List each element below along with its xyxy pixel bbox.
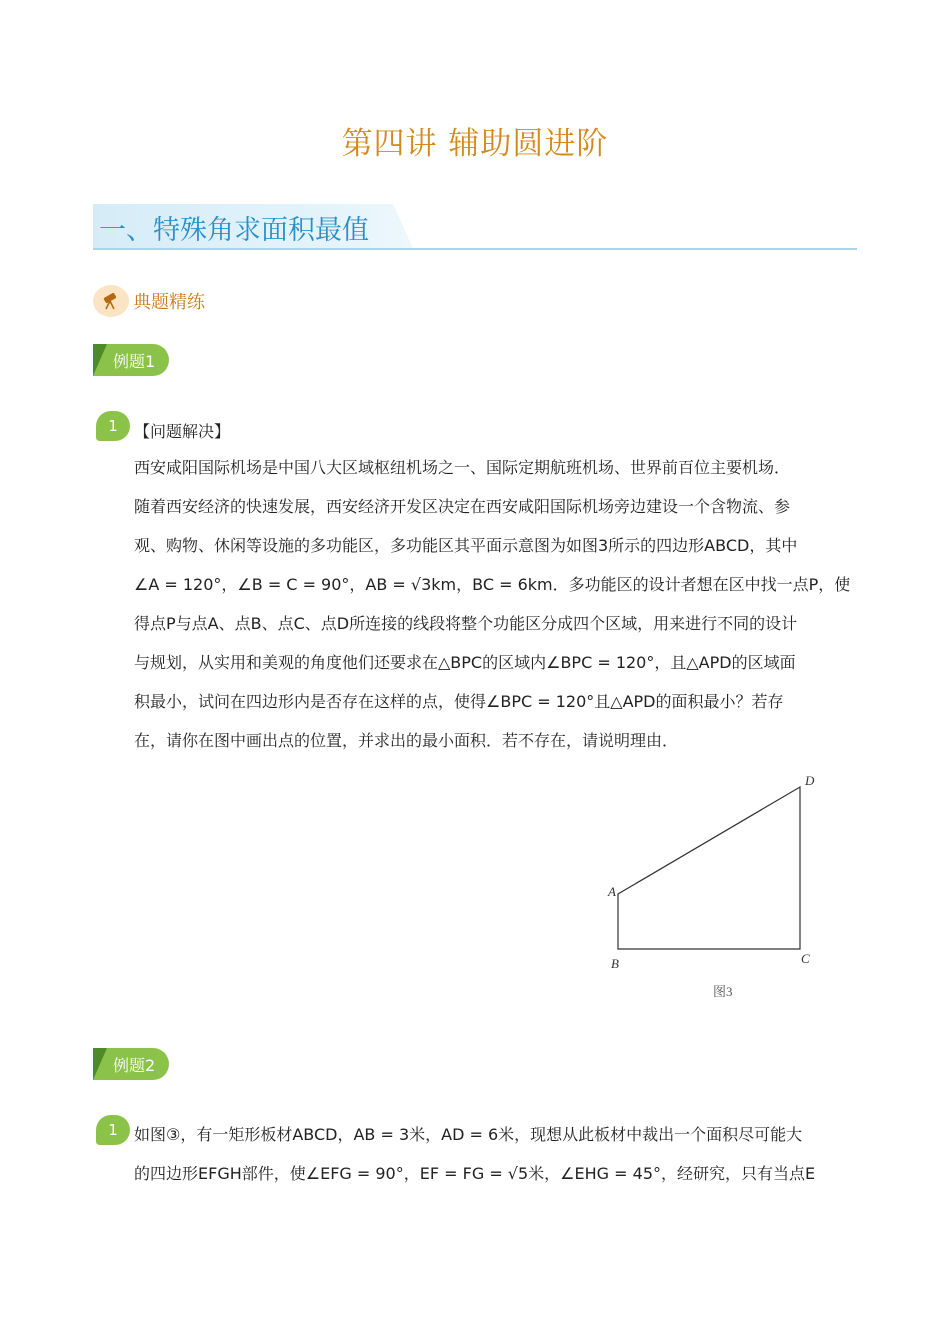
- example-tab-1: [93, 344, 169, 376]
- practice-label: 典题精练: [133, 292, 205, 313]
- figure-caption: 图3: [713, 984, 733, 999]
- example-tab-label: 例题2: [113, 1056, 156, 1075]
- vertex-label-d: D: [805, 773, 815, 788]
- section-title: 一、特殊角求面积最值: [99, 215, 369, 246]
- figure-3: [595, 768, 835, 1012]
- text-line: 的四边形EFGH部件，使∠EFG = 90°，EF = FG = √5米，∠EHG = 45°，经研究，只有当点E: [134, 1164, 816, 1183]
- practice-header: [93, 284, 205, 318]
- example-tab-fold: [93, 344, 107, 376]
- section-banner-underline: [93, 248, 857, 250]
- question-text-2: [134, 1115, 834, 1193]
- text-line: 积最小，试问在四边形内是否存在这样的点，使得∠BPC = 120°且△APD的面积最小？若存: [134, 692, 784, 711]
- text-line: 与规划，从实用和美观的角度他们还要求在△BPC的区域内∠BPC = 120°，且△APD的区域面: [134, 653, 796, 672]
- text-line: 在，请你在图中画出点的位置，并求出的最小面积．若不存在，请说明理由．: [134, 731, 679, 750]
- text-line: 西安咸阳国际机场是中国八大区域枢纽机场之一、国际定期航班机场、世界前百位主要机场．: [134, 458, 791, 477]
- question-number: 1: [96, 411, 130, 441]
- question-heading: 【问题解决】: [134, 422, 231, 441]
- text-line: ∠A = 120°，∠B = C = 90°，AB = √3km，BC = 6km．多功能区的设计者想在区中找一点P，使: [134, 575, 851, 594]
- question-text-1: [134, 448, 851, 760]
- example-tab-label: 例题1: [113, 352, 156, 371]
- section-banner: [93, 204, 857, 250]
- text-line: 观、购物、休闲等设施的多功能区，多功能区其平面示意图为如图3所示的四边形ABCD，其中: [134, 536, 798, 555]
- page-title: 第四讲 辅助圆进阶: [341, 126, 609, 162]
- question-number: 1: [96, 1115, 130, 1145]
- vertex-label-a: A: [608, 884, 616, 899]
- text-line: 随着西安经济的快速发展，西安经济开发区决定在西安咸阳国际机场旁边建设一个含物流、参: [134, 497, 791, 516]
- text-line: 如图③，有一矩形板材ABCD，AB = 3米，AD = 6米，现想从此板材中裁出一个面积尽可能大: [134, 1125, 803, 1144]
- example-tab-2: [93, 1048, 169, 1080]
- telescope-icon: [93, 285, 129, 317]
- vertex-label-b: B: [611, 956, 619, 971]
- text-line: 得点P与点A、点B、点C、点D所连接的线段将整个功能区分成四个区域，用来进行不同的设计: [134, 614, 798, 633]
- example-tab-fold: [93, 1048, 107, 1080]
- quadrilateral-abcd: [618, 787, 800, 949]
- vertex-label-c: C: [801, 951, 810, 966]
